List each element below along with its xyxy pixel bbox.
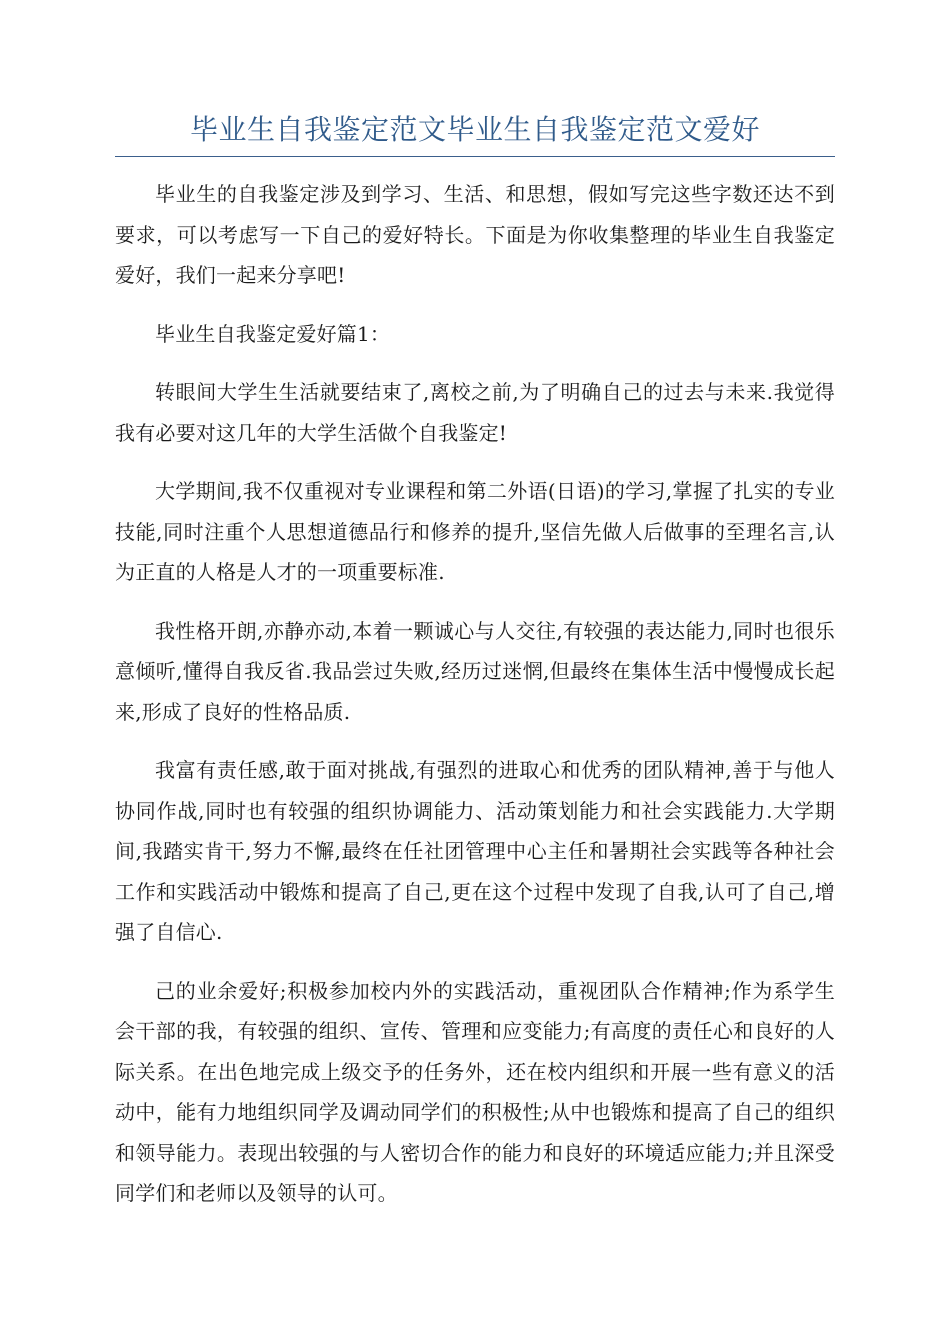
document-title: 毕业生自我鉴定范文毕业生自我鉴定范文爱好 [189, 113, 760, 146]
paragraph-section-heading: 毕业生自我鉴定爱好篇1： [155, 321, 391, 346]
paragraph-2: 大学期间,我不仅重视对专业课程和第二外语(日语)的学习,掌握了扎实的专业技能,同时注重个人思想道德品行和修养的提升,坚信先做人后做事的至理名言,认为正直的人格是人才的一项重要标准. [115, 479, 835, 584]
paragraph-4: 我富有责任感,敢于面对挑战,有强烈的进取心和优秀的团队精神,善于与他人协同作战,同时也有较强的组织协调能力、活动策划能力和社会实践能力.大学期间,我踏实肯干,努力不懈,最终在任社团管理中心主任和暑期社会实践等各种社会工作和实践活动中锻炼和提高了自己,更在这个过程中发现了自我,认可了自己,增强了自信心. [115, 758, 835, 944]
paragraph-1: 转眼间大学生生活就要结束了,离校之前,为了明确自己的过去与未来.我觉得我有必要对这几年的大学生活做个自我鉴定! [115, 380, 835, 445]
document-body [115, 174, 835, 1232]
paragraph-intro: 毕业生的自我鉴定涉及到学习、生活、和思想，假如写完这些字数还达不到要求，可以考虑写一下自己的爱好特长。下面是为你收集整理的毕业生自我鉴定爱好，我们一起来分享吧! [115, 182, 835, 287]
paragraph-3: 我性格开朗,亦静亦动,本着一颗诚心与人交往,有较强的表达能力,同时也很乐意倾听,懂得自我反省.我品尝过失败,经历过迷惘,但最终在集体生活中慢慢成长起来,形成了良好的性格品质. [115, 618, 835, 724]
paragraph-5: 己的业余爱好;积极参加校内外的实践活动，重视团队合作精神;作为系学生会干部的我，有较强的组织、宣传、管理和应变能力;有高度的责任心和良好的人际关系。在出色地完成上级交予的任务外，还在校内组织和开展一些有意义的活动中，能有力地组织同学及调动同学们的积极性;从中也锻炼和提高了自己的组织和领导能力。表现出较强的与人密切合作的能力和良好的环境适应能力;并且深受同学们和老师以及领导的认可。 [115, 978, 835, 1205]
title-block [115, 110, 835, 157]
